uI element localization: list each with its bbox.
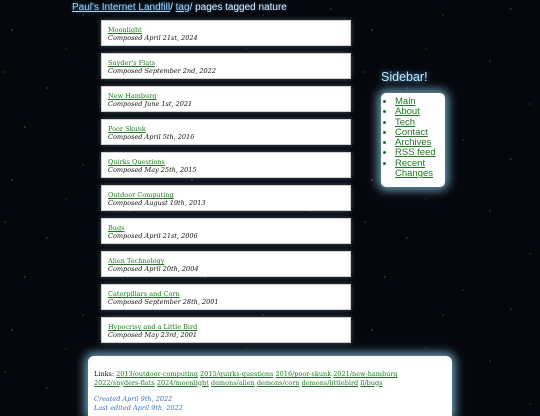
- post-card: [101, 218, 351, 244]
- breadcrumb-separator: /: [170, 2, 176, 13]
- sidebar-link-main[interactable]: Main: [395, 96, 416, 107]
- sidebar-item-recent-changes: [395, 159, 445, 180]
- page-title: / pages tagged nature: [189, 2, 287, 13]
- post-card: [101, 284, 351, 310]
- last-edited-date: Last edited April 9th, 2022: [94, 403, 183, 412]
- post-date: Composed April 20th, 2004: [108, 265, 199, 273]
- footer-link[interactable]: 2015/quirks-questions: [200, 370, 274, 378]
- footer-links: [94, 370, 446, 387]
- footer-link[interactable]: 2013/outdoor-computing: [116, 370, 198, 378]
- post-date: Composed August 19th, 2013: [108, 199, 206, 207]
- post-title-link[interactable]: Hypocrisy and a Little Bird: [108, 323, 198, 331]
- post-date: Composed September 2nd, 2022: [108, 67, 216, 75]
- post-title-link[interactable]: Snyder's Flats: [108, 59, 156, 67]
- sidebar-title: Sidebar!: [381, 70, 428, 84]
- post-title-link[interactable]: Quirks Questions: [108, 158, 165, 166]
- post-date: Composed September 28th, 2001: [108, 298, 219, 306]
- links-label: Links:: [94, 370, 115, 378]
- sidebar-link-about[interactable]: About: [395, 106, 420, 118]
- page-footer: [88, 356, 452, 416]
- footer-link[interactable]: demons/littlebird: [301, 378, 359, 387]
- post-date: Composed April 5th, 2016: [108, 133, 195, 141]
- post-date: Composed May 25th, 2015: [108, 166, 197, 174]
- sidebar-link-rss[interactable]: RSS feed: [395, 147, 436, 159]
- post-title-link[interactable]: Alien Technology: [108, 257, 165, 265]
- post-date: Composed April 21st, 2006: [108, 232, 198, 240]
- footer-link[interactable]: 2021/new-hamburg: [333, 370, 398, 378]
- footer-link[interactable]: ll/bugs: [360, 378, 383, 387]
- post-card: [101, 53, 351, 79]
- site-home-link[interactable]: Paul's Internet Landfill: [72, 2, 171, 13]
- post-card: [101, 185, 351, 211]
- post-card: [101, 86, 351, 112]
- sidebar-link-contact[interactable]: Contact: [395, 126, 428, 138]
- sidebar-list: [381, 97, 445, 179]
- post-card: [101, 152, 351, 178]
- post-date: Composed April 21st, 2024: [108, 34, 198, 42]
- post-date: Composed May 23rd, 2001: [108, 331, 198, 339]
- post-card: [101, 119, 351, 145]
- post-list: [101, 20, 351, 350]
- post-card: [101, 317, 351, 343]
- created-date: Created April 9th, 2022: [94, 395, 173, 403]
- footer-link[interactable]: 2022/snyders-flats: [94, 378, 155, 387]
- post-title-link[interactable]: New Hamburg: [108, 92, 157, 100]
- sidebar-link-recent-changes[interactable]: Recent Changes: [395, 157, 434, 180]
- breadcrumb: [72, 2, 287, 13]
- footer-link[interactable]: demons/alien: [210, 378, 255, 387]
- post-card: [101, 20, 351, 46]
- sidebar-nav: [381, 93, 445, 187]
- post-title-link[interactable]: Outdoor Computing: [108, 191, 174, 199]
- post-title-link[interactable]: Caterpillars and Corn: [108, 290, 180, 298]
- sidebar-link-tech[interactable]: Tech: [395, 116, 416, 128]
- footer-link[interactable]: demons/corn: [256, 378, 300, 387]
- footer-link[interactable]: 2016/poor-skunk: [275, 370, 332, 378]
- tag-link[interactable]: tag: [175, 2, 190, 13]
- post-date: Composed June 1st, 2021: [108, 100, 193, 108]
- footer-link[interactable]: 2024/moonlight: [156, 378, 209, 387]
- post-title-link[interactable]: Moonlight: [108, 26, 142, 34]
- post-title-link[interactable]: Bugs: [108, 224, 125, 232]
- sidebar-link-archives[interactable]: Archives: [395, 137, 432, 149]
- post-title-link[interactable]: Poor Skunk: [108, 125, 146, 133]
- post-card: [101, 251, 351, 277]
